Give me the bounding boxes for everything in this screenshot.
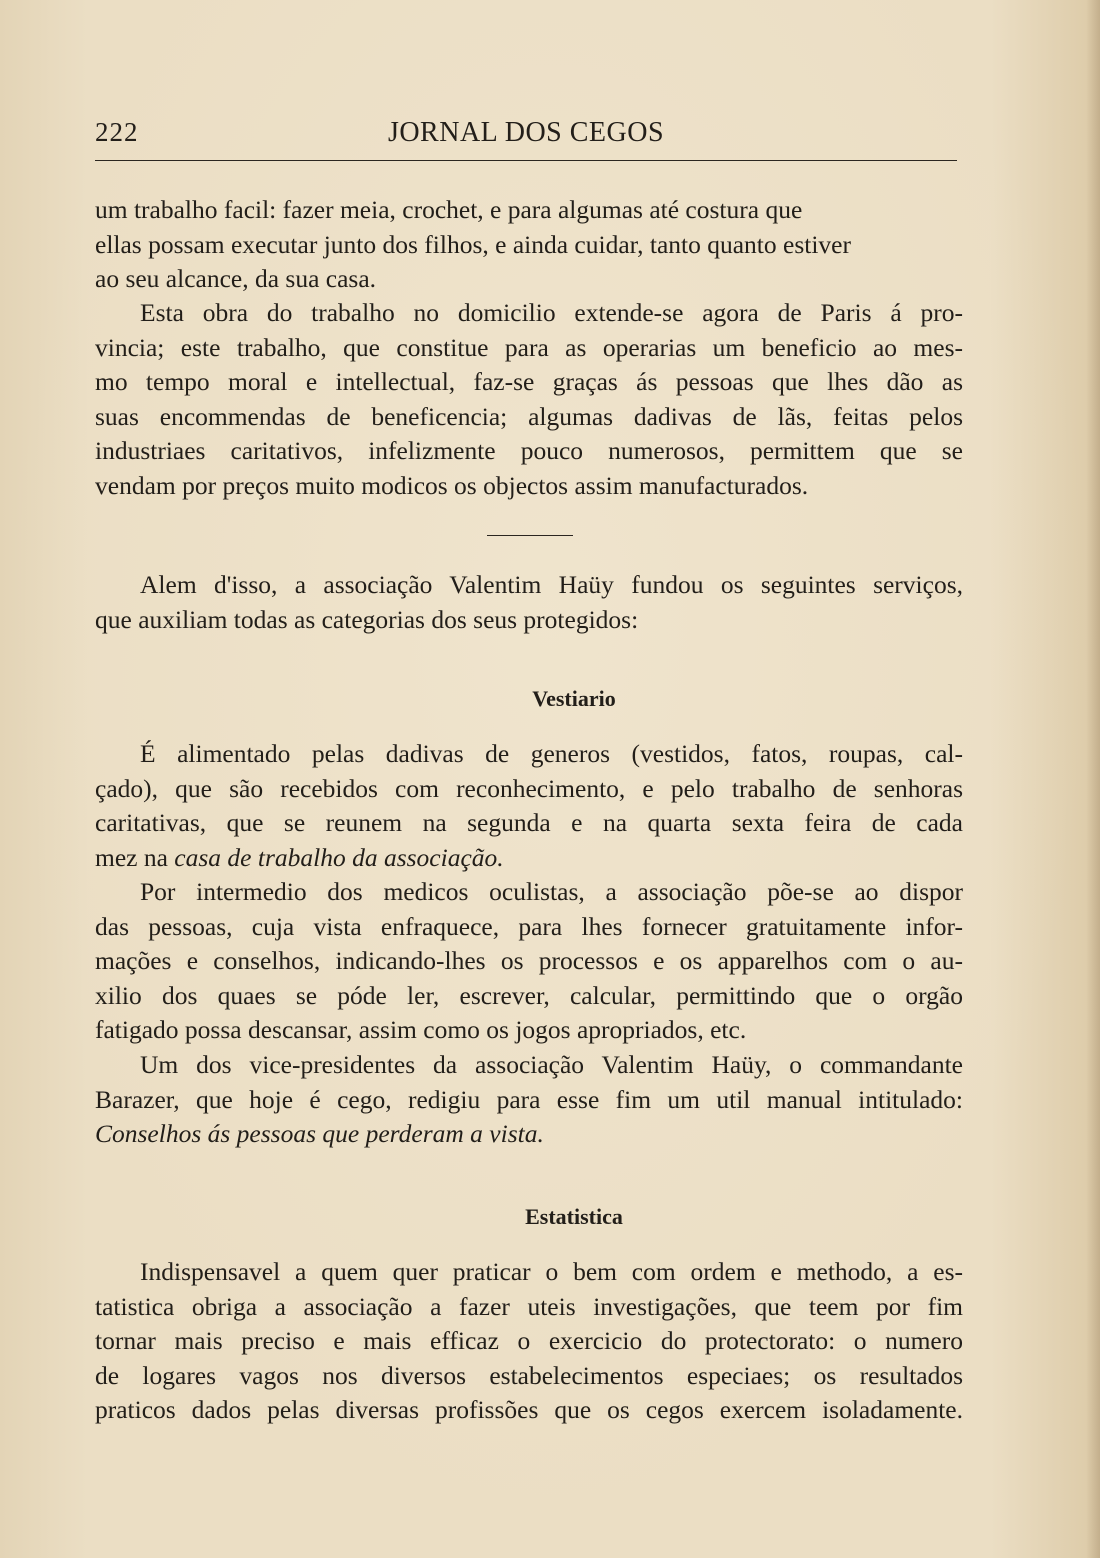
section-heading-estatistica: Estatistica [525, 1204, 623, 1229]
page-number: 222 [95, 117, 139, 147]
text-line: industriaes caritativos, infelizmente pouco numerosos, permittem que se [95, 436, 963, 465]
section-heading-vestiario: Vestiario [532, 686, 616, 711]
text-line: Por intermedio dos medicos oculistas, a associação põe-se ao dispor [140, 877, 963, 906]
text-line: ao seu alcance, da sua casa. [95, 264, 377, 293]
text-line: çado), que são recebidos com reconhecimento, e pelo trabalho de senhoras [95, 773, 963, 803]
text-line: suas encommendas de beneficencia; algumas dadivas de lãs, feitas pelos [95, 401, 963, 431]
running-title: JORNAL DOS CEGOS [387, 117, 665, 148]
text-line: ellas possam executar junto dos filhos, e ainda cuidar, tanto quanto estiver [95, 229, 851, 259]
page-edge [1086, 0, 1100, 1558]
paragraph [95, 737, 963, 875]
header-rule [95, 160, 957, 161]
section-divider [487, 535, 573, 536]
text-run: mez na [95, 842, 175, 872]
text-line: tatistica obriga a associação a fazer uteis investigações, que teem por fim [95, 1291, 963, 1321]
paragraph-continuation [95, 193, 963, 297]
text-line: Esta obra do trabalho no domicilio extende-se agora de Paris á pro- [140, 298, 963, 327]
text-line: Indispensavel a quem quer praticar o bem com ordem e methodo, a es- [140, 1257, 963, 1286]
text-line: praticos dados pelas diversas profissões que os cegos exercem isoladamente. [95, 1395, 963, 1424]
text-line: um trabalho facil: fazer meia, crochet, e para algumas até costura que [95, 195, 803, 224]
text-line: mações e conselhos, indicando-lhes os processos e os apparelhos com o au- [95, 946, 963, 975]
text-line: fatigado possa descansar, assim como os jogos apropriados, etc. [95, 1015, 747, 1044]
text-line [95, 841, 963, 876]
text-line: É alimentado pelas dadivas de generos (vestidos, fatos, roupas, cal- [140, 739, 963, 768]
italic-title: Conselhos ás pessoas que perderam a vista. [95, 1119, 544, 1148]
text-line: Barazer, que hoje é cego, redigiu para esse fim um util manual intitulado: [95, 1084, 963, 1114]
paragraph [95, 875, 963, 1048]
text-line: Um dos vice-presidentes da associação Valentim Haüy, o commandante [140, 1050, 963, 1079]
text-line: vincia; este trabalho, que constitue para as operarias um beneficio ao mes- [95, 332, 963, 362]
text-line: de logares vagos nos diversos estabelecimentos especiaes; os resultados [95, 1360, 963, 1390]
text-line: das pessoas, cuja vista enfraquece, para lhes fornecer gratuitamente infor- [95, 911, 963, 941]
paragraph [95, 1255, 963, 1428]
paragraph [95, 1048, 963, 1152]
text-line: tornar mais preciso e mais efficaz o exercicio do protectorato: o numero [95, 1326, 963, 1355]
text-line: caritativas, que se reunem na segunda e na quarta sexta feira de cada [95, 808, 963, 837]
italic-phrase: casa de trabalho da associação. [174, 842, 504, 872]
text-line: mo tempo moral e intellectual, faz-se graças ás pessoas que lhes dão as [95, 367, 963, 396]
page-header [95, 117, 957, 153]
text-line: xilio dos quaes se póde ler, escrever, calcular, permittindo que o orgão [95, 980, 963, 1010]
paragraph [95, 568, 963, 637]
text-line: Alem d'isso, a associação Valentim Haüy fundou os seguintes serviços, [140, 570, 963, 599]
paragraph [95, 296, 963, 503]
text-line: que auxiliam todas as categorias dos seus protegidos: [95, 604, 639, 634]
text-line: vendam por preços muito modicos os objectos assim manufacturados. [95, 470, 809, 500]
